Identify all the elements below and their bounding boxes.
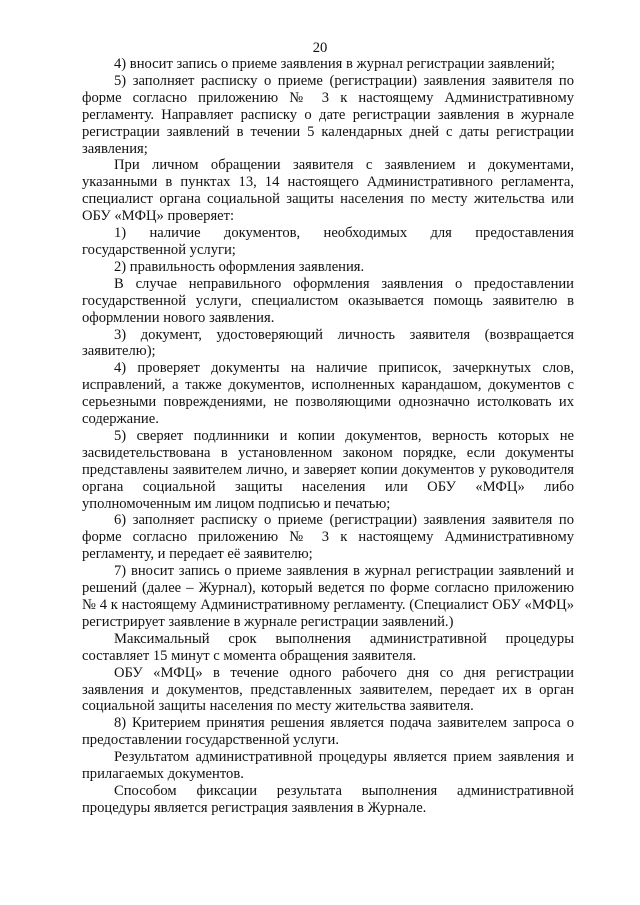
paragraph-4: 1) наличие документов, необходимых для предоставления государственной услуги;: [82, 225, 574, 258]
paragraph-7: 3) документ, удостоверяющий личность заявителя (возвращается заявителю);: [82, 326, 574, 360]
paragraph-1: 4) вносит запись о приеме заявления в журнал регистрации заявлений;: [114, 56, 555, 72]
paragraph-14: 8) Критерием принятия решения является подача заявителем запроса о предоставлении государственной услуги.: [82, 715, 574, 749]
paragraph-12: Максимальный срок выполнения административной процедуры составляет 15 минут с момента обращения заявителя.: [82, 630, 574, 664]
paragraph-13: ОБУ «МФЦ» в течение одного рабочего дня со дня регистрации заявления и документов, представленных заявителем, передает их в орган социальной защиты населения по месту жительства заявителя.: [82, 664, 574, 715]
paragraph-5: 2) правильность оформления заявления.: [114, 258, 365, 275]
document-body: [82, 56, 574, 817]
paragraph-2: 5) заполняет расписку о приеме (регистрации) заявления заявителя по форме согласно приложению № 3 к настоящему Административному регламенту. Направляет расписку о дате регистрации заявления в журнале регистрации заявлений в течении 5 календарных дней с даты регистрации заявления;: [82, 72, 574, 157]
paragraph-8: 4) проверяет документы на наличие приписок, зачеркнутых слов, исправлений, а также документов, исполненных карандашом, документов с серьезными повреждениями, не позволяющими однозначно истолковать их содержание.: [82, 360, 574, 428]
paragraph-11: 7) вносит запись о приеме заявления в журнал регистрации заявлений и решений (далее – Журнал), который ведется по форме согласно приложению № 4 к настоящему Административному регламенту. (Специалист ОБУ «МФЦ» регистрирует заявление в журнале регистрации заявлений.): [82, 563, 574, 630]
paragraph-9: 5) сверяет подлинники и копии документов, верность которых не засвидетельствована в установленном законом порядке, если документы представлены заявителем лично, и заверяет копии документов у руководителя органа социальной защиты населения или ОБУ «МФЦ» либо уполномоченным им лицом подписью и печатью;: [82, 427, 574, 512]
paragraph-10: 6) заполняет расписку о приеме (регистрации) заявления заявителя по форме согласно приложению № 3 к настоящему Административному регламенту, и передает её заявителю;: [82, 512, 574, 563]
paragraph-15: Результатом административной процедуры является прием заявления и прилагаемых документов.: [82, 749, 574, 783]
page-number: 20: [312, 40, 328, 56]
paragraph-6: В случае неправильного оформления заявления о предоставлении государственной услуги, специалистом оказывается помощь заявителю в оформлении нового заявления.: [82, 275, 574, 326]
paragraph-16: Способом фиксации результата выполнения административной процедуры является регистрация заявления в Журнале.: [82, 782, 574, 816]
paragraph-3: При личном обращении заявителя с заявлением и документами, указанными в пунктах 13, 14 настоящего Административного регламента, специалист органа социальной защиты населения по месту жительства или ОБУ «МФЦ» проверяет:: [82, 157, 574, 225]
